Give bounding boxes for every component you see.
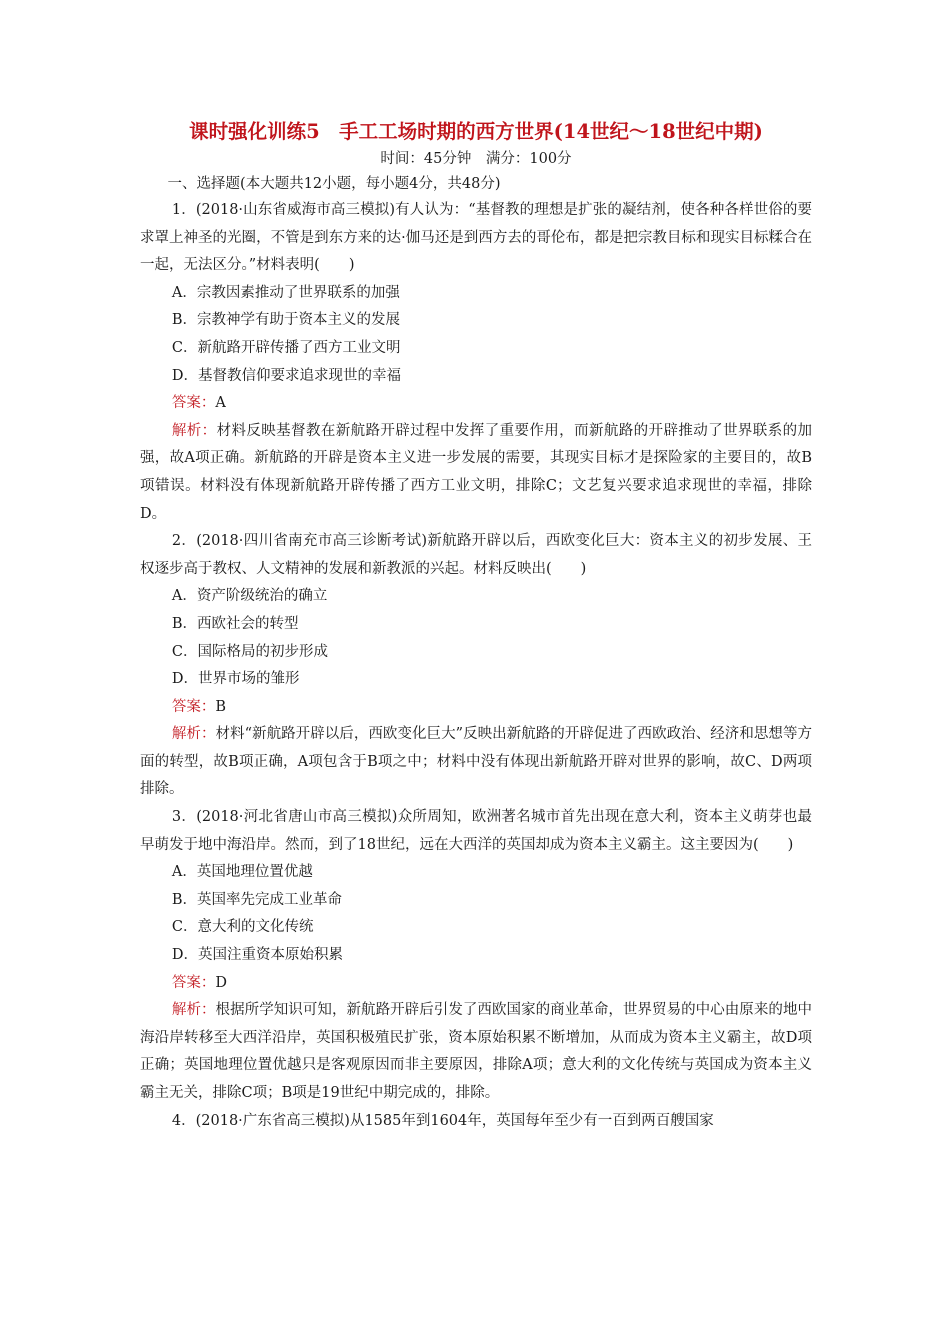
answer-line: [140, 970, 812, 998]
answer-line: [140, 390, 812, 418]
question-1: [140, 197, 812, 528]
option-b: B．英国率先完成工业革命: [171, 891, 343, 908]
analysis-label: 解析：: [171, 422, 217, 439]
option-a: A．宗教因素推动了世界联系的加强: [171, 284, 400, 301]
option-b: B．宗教神学有助于资本主义的发展: [171, 312, 401, 329]
option-c: C．国际格局的初步形成: [171, 643, 328, 660]
question-stem: 4．(2018·广东省高三模拟)从1585年到1604年，英国每年至少有一百到两百艘国家: [171, 1112, 714, 1129]
page-title: 课时强化训练5 手工工场时期的西方世界(14世纪～18世纪中期): [189, 120, 763, 143]
question-2: [140, 528, 812, 804]
question-stem: 2．(2018·四川省南充市高三诊断考试)新航路开辟以后，西欧变化巨大：资本主义的初步发展、王权逐步高于教权、人文精神的发展和新教派的兴起。材料反映出( ): [140, 533, 812, 577]
analysis-paragraph: [140, 418, 812, 528]
option-a: A．资产阶级统治的确立: [171, 588, 328, 605]
option-d: D．英国注重资本原始积累: [171, 947, 344, 964]
option-a: A．英国地理位置优越: [171, 864, 313, 881]
option-d: D．世界市场的雏形: [171, 671, 300, 688]
answer-line: [140, 694, 812, 722]
option-d: D．基督教信仰要求追求现世的幸福: [171, 367, 402, 384]
answer-label: 答案：: [171, 974, 216, 991]
answer-value: D: [215, 974, 228, 991]
section-heading: 一、选择题(本大题共12小题，每小题4分，共48分): [167, 176, 501, 192]
option-b: B．西欧社会的转型: [171, 615, 299, 632]
question-stem: 3．(2018·河北省唐山市高三模拟)众所周知，欧洲著名城市首先出现在意大利，资本主义萌芽也最早萌发于地中海沿岸。然而，到了18世纪，远在大西洋的英国却成为资本主义霸主。这主要因为( ): [140, 809, 812, 853]
document-content: [140, 118, 812, 1135]
analysis-text: 材料反映基督教在新航路开辟过程中发挥了重要作用，而新航路的开辟推动了世界联系的加强，故A项正确。新航路的开辟是资本主义进一步发展的需要，其现实目标才是探险家的主要目的，故B项错误。材料没有体现新航路开辟传播了西方工业文明，排除C；文艺复兴要求追求现世的幸福，排除D。: [140, 422, 812, 522]
answer-label: 答案：: [171, 395, 216, 412]
question-3: [140, 804, 812, 1108]
analysis-text: 根据所学知识可知，新航路开辟后引发了西欧国家的商业革命，世界贸易的中心由原来的地中海沿岸转移至大西洋沿岸，英国积极殖民扩张，资本原始积累不断增加，从而成为资本主义霸主，故D项正确；英国地理位置优越只是客观原因而非主要原因，排除A项；意大利的文化传统与英国成为资本主义霸主无关，排除C项；B项是19世纪中期完成的，排除。: [140, 1002, 813, 1101]
analysis-paragraph: [140, 997, 812, 1107]
option-c: C．新航路开辟传播了西方工业文明: [171, 339, 401, 356]
analysis-text: 材料“新航路开辟以后，西欧变化巨大”反映出新航路的开辟促进了西欧政治、经济和思想等方面的转型，故B项正确，A项包含于B项之中；材料中没有体现出新航路开辟对世界的影响，故C、D两项排除。: [140, 726, 812, 798]
exam-meta: 时间：45分钟 满分：100分: [380, 151, 572, 167]
option-c: C．意大利的文化传统: [171, 919, 314, 936]
question-stem: 1．(2018·山东省威海市高三模拟)有人认为：“基督教的理想是扩张的凝结剂，使各种各样世俗的要求罩上神圣的光圈，不管是到东方来的达·伽马还是到西方去的哥伦布，都是把宗教目标和现实目标糅合在一起，无法区分。”材料表明( ): [140, 202, 812, 274]
question-4: [140, 1108, 812, 1136]
answer-value: B: [215, 698, 227, 715]
answer-label: 答案：: [171, 698, 216, 715]
analysis-paragraph: [140, 721, 812, 804]
analysis-label: 解析：: [171, 1002, 216, 1019]
answer-value: A: [215, 395, 226, 412]
analysis-label: 解析：: [171, 726, 216, 743]
